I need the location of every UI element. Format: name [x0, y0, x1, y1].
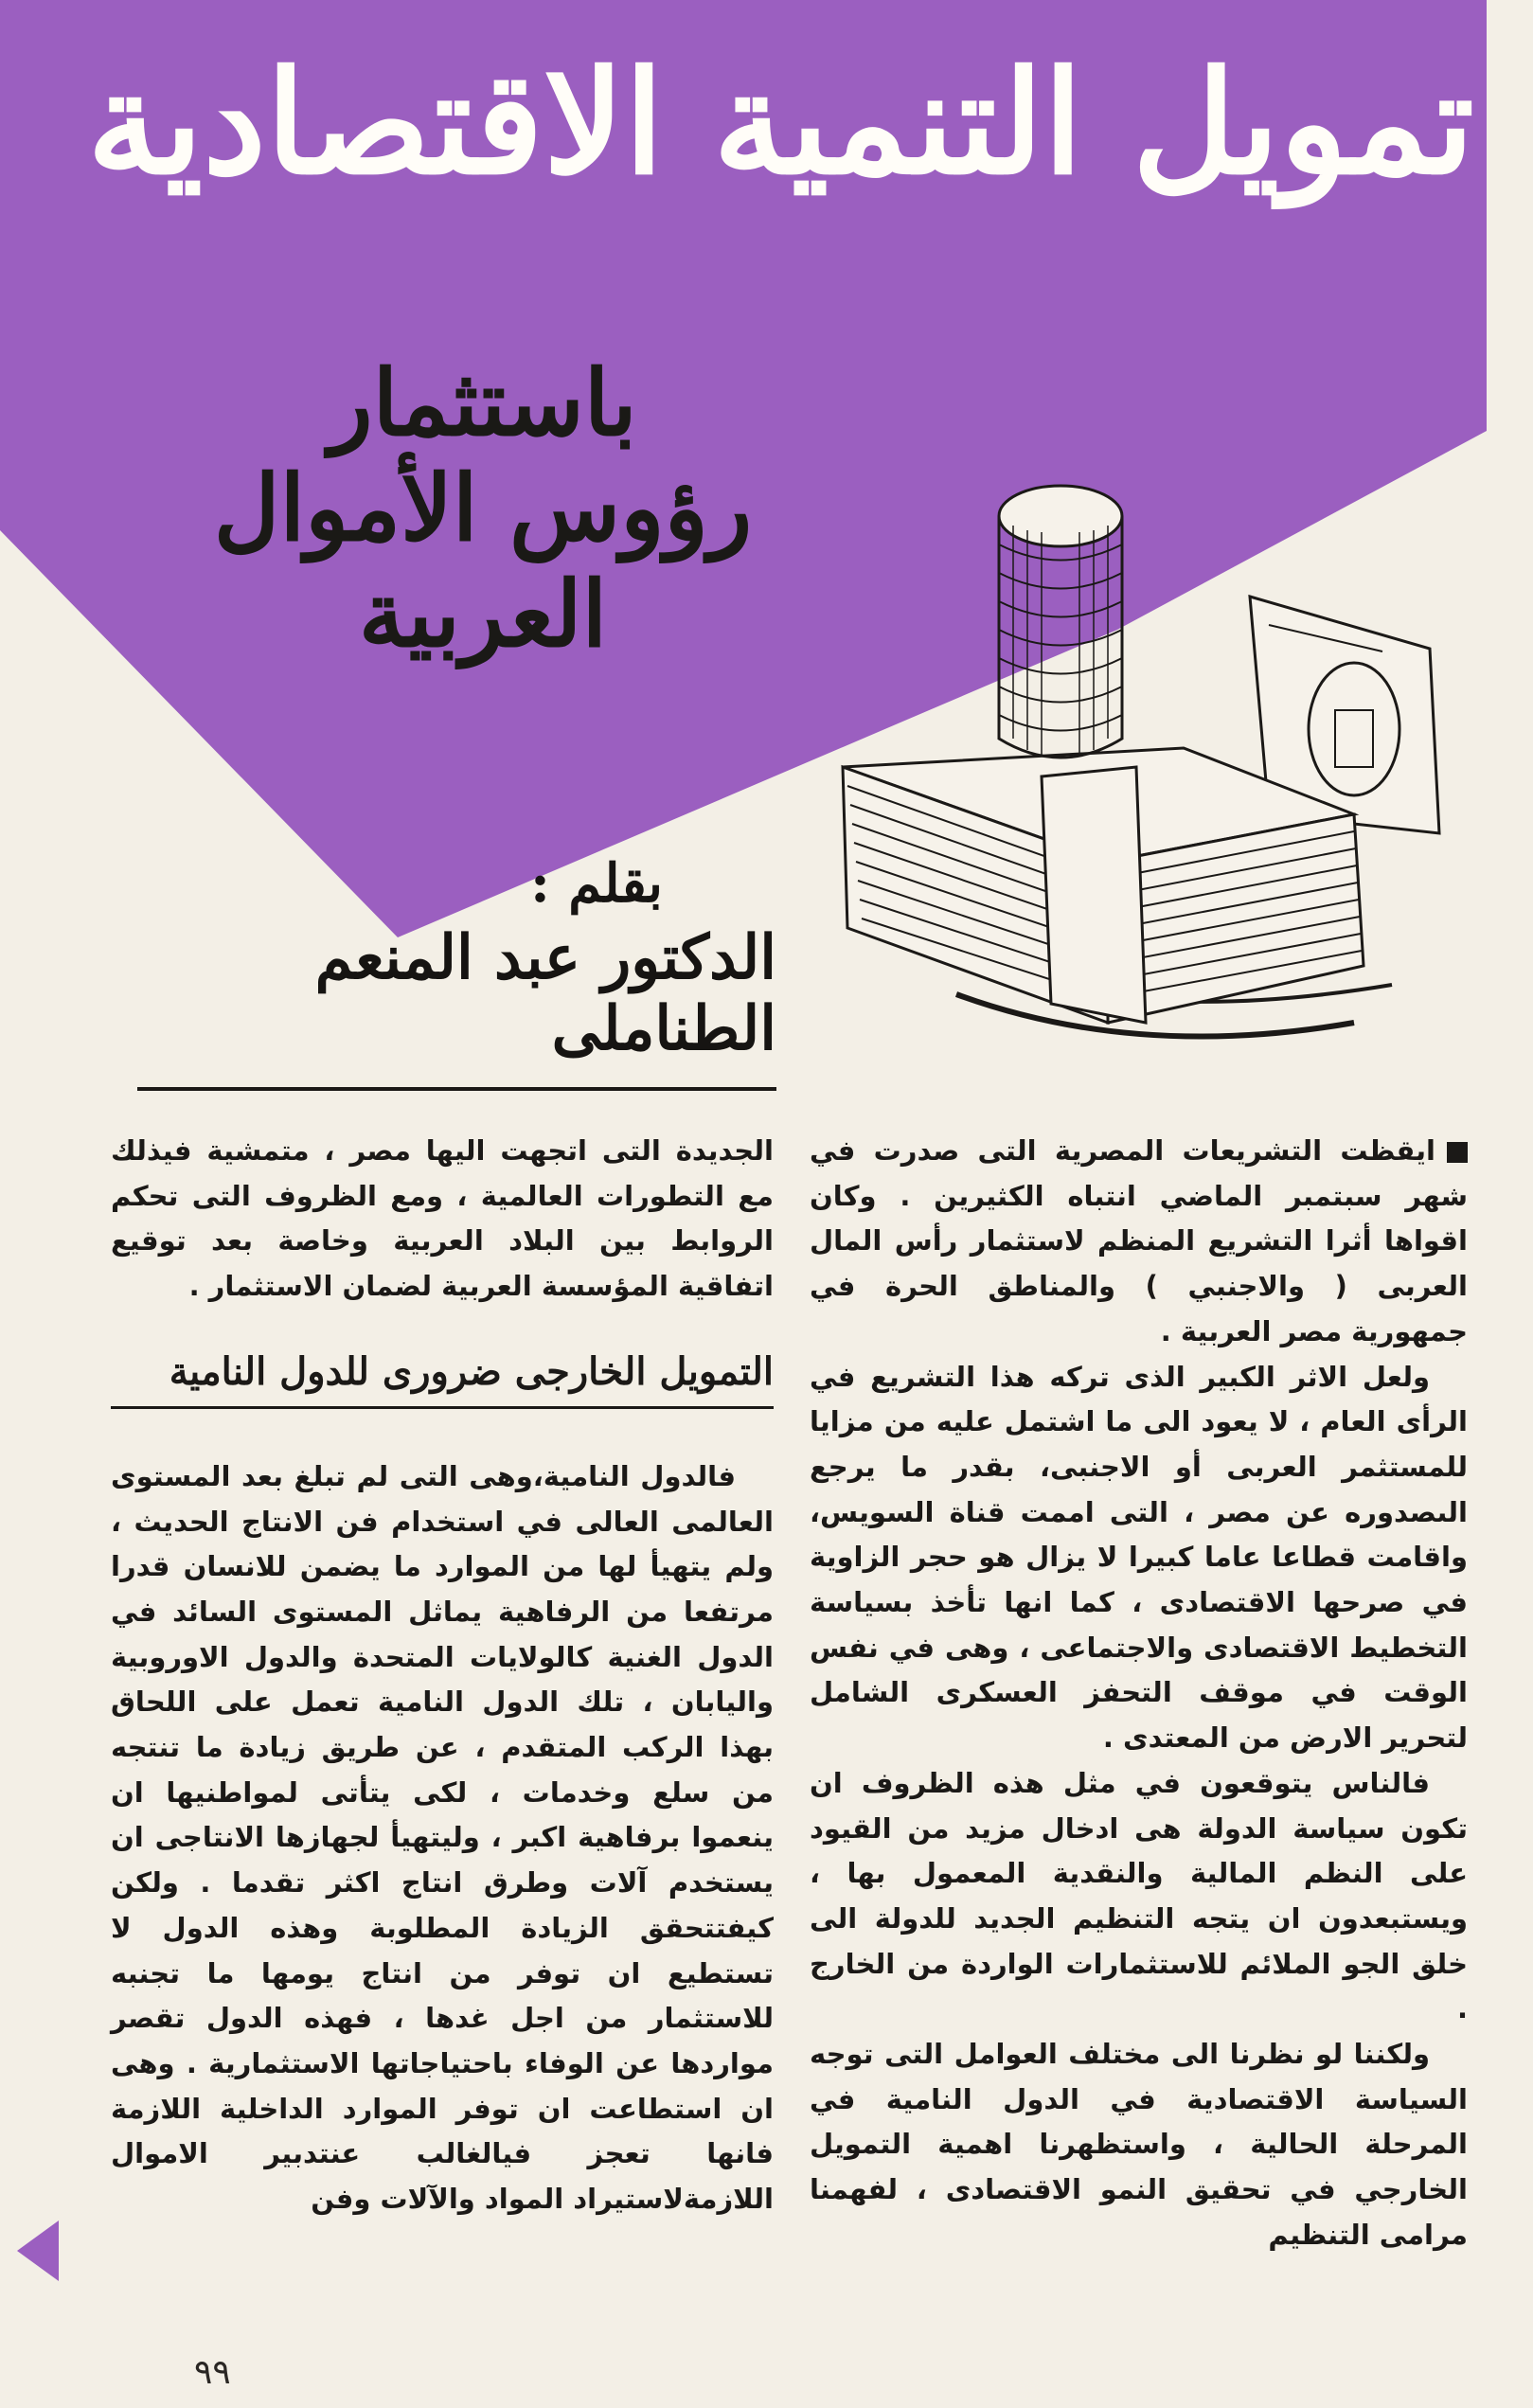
paragraph-continuation: الجديدة التى اتجهت اليها مصر ، متمشية فيذلك مع التطورات العالمية ، ومع الظروف التى تحكم الروابط بين البلاد العربية وخاصة بعد توقيع اتفاقية المؤسسة العربية لضمان الاستثمار .: [111, 1134, 774, 1303]
author-name: الدكتور عبد المنعم الطناملى: [314, 922, 776, 1064]
square-bullet-icon: [1447, 1142, 1468, 1163]
paragraph-2: ولعل الاثر الكبير الذى تركه هذا التشريع في الرأى العام ، لا يعود الى ما اشتمل عليه من مزايا للمستثمر العربى أو الاجنبى، بقدر ما يرجع الىصدوره عن مصر ، التى اممت قناة السويس، واقامت قطاعا عاما كبيرا لا يزال هو حجر الزاوية في صرحها الاقتصادى ، كما انها تأخذ بسياسة التخطيط الاقتصادى والاجتماعى ، وهى في نفس الوقت في موقف التحفز العسكرى الشامل لتحرير الارض من المعتدى .: [810, 1360, 1468, 1755]
subtitle-line-1: باستثمار: [329, 349, 637, 456]
page-number: ٩٩: [194, 2353, 231, 2392]
paragraph-3: فالناس يتوقعون في مثل هذه الظروف ان تكون سياسة الدولة هى ادخال مزيد من القيود على النظم المالية والنقدية المعمول بها ، ويستبعدون ان يتجه التنظيم الجديد للدولة الى خلق الجو الملائم للاستثمارات الواردة من الخارج .: [810, 1766, 1468, 2025]
byline-label: بقلم :: [530, 852, 663, 915]
subtitle-line-3: العربية: [358, 560, 608, 668]
article-column-right: [810, 1129, 1468, 2258]
byline: [123, 852, 776, 1091]
continue-arrow-icon: [17, 2221, 59, 2281]
subtitle-line-2: رؤوس الأموال: [213, 455, 753, 562]
paragraph-section-body: فالدول النامية،وهى التى لم تبلغ بعد المستوى العالمى العالى في استخدام فن الانتاج الحديث ، ولم يتهيأ لها من الموارد ما يضمن للانسان قدرا مرتفعا من الرفاهية يماثل المستوى السائد في الدول الغنية كالولايات المتحدة والدول الاوروبية واليابان ، تلك الدول النامية تعمل على اللحاق بهذا الركب المتقدم ، عن طريق زيادة ما تنتجه من سلع وخدمات ، لكى يتأتى لمواطنيها ان ينعموا برفاهية اكبر ، وليتهيأ لجهازها الانتاجى ان يستخدم آلات وطرق انتاج اكثر تقدما . ولكن كيفتتحقق الزيادة المطلوبة وهذه الدول لا تستطيع ان توفر من انتاج يومها ما تجنبه للاستثمار من اجل غدها ، فهذه الدول تقصر مواردها عن الوفاء باحتياجاتها الاستثمارية . وهى ان استطاعت ان توفر الموارد الداخلية اللازمة فانها تعجز فيالغالب عنتدبير الاموال اللازمةلاستيراد المواد والآلات وفن: [111, 1459, 774, 2216]
paragraph-1-text: ايقظت التشريعات المصرية التى صدرت في شهر سبتمبر الماضي انتباه الكثيرين . وكان اقواها أثرا التشريع المنظم لاستثمار رأس المال العربى ( والاجنبي ) والمناطق الحرة في جمهورية مصر العربية .: [810, 1134, 1468, 1347]
paragraph-4: ولكننا لو نظرنا الى مختلف العوامل التى توجه السياسة الاقتصادية في الدول النامية في المرحلة الحالية ، واستظهرنا اهمية التمويل الخارجي في تحقيق النمو الاقتصادى ، لفهمنا مرامى التنظيم: [810, 2038, 1468, 2251]
main-title: تمويل التنمية الاقتصادية: [87, 40, 1474, 206]
article-column-left: [111, 1129, 774, 2222]
byline-rule: [137, 1087, 776, 1091]
section-heading: التمويل الخارجى ضرورى للدول النامية: [111, 1347, 774, 1409]
money-stack-illustration: [824, 455, 1477, 1061]
paragraph-1: [810, 1129, 1468, 1355]
subtitle: [180, 350, 786, 667]
